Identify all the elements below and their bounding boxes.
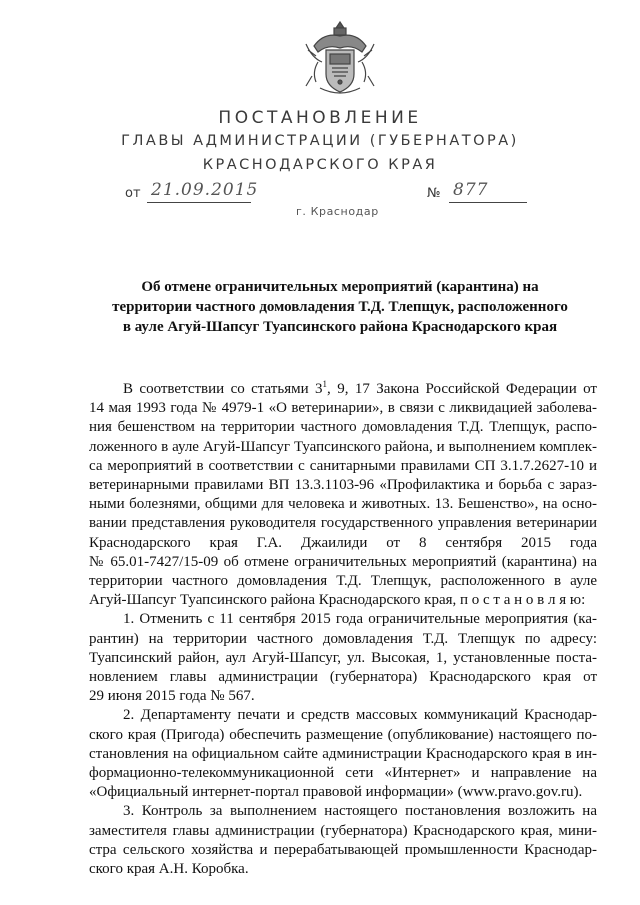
issuer-heading: ГЛАВЫ АДМИНИСТРАЦИИ (ГУБЕРНАТОРА) — [121, 133, 519, 149]
text-line: 2. Департаменту печати и средств массовых коммуникаций Краснодар- — [123, 707, 597, 724]
document-body — [89, 380, 597, 879]
text-line: стра сельского хозяйства и перерабатывающей промышленности Краснодар- — [89, 841, 597, 858]
preamble-paragraph — [89, 380, 597, 610]
title-line: Об отмене ограничительных мероприятий (карантина) на — [141, 279, 539, 295]
title-line: в ауле Агуй-Шапсуг Туапсинского района Краснодарского края — [122, 319, 558, 335]
text-line: № 65.01-7427/15-09 об отмене ограничительных мероприятий (карантина) на — [89, 553, 597, 570]
title-line: территории частного домовладения Т.Д. Тлепщук, расположенного — [112, 299, 568, 315]
text-line: вании представления руководителя государственного управления ветеринарии — [89, 515, 597, 532]
text-line: Краснодарского края Г.А. Джаилиди от 8 сентября 2015 года — [89, 534, 597, 551]
region-heading: КРАСНОДАРСКОГО КРАЯ — [202, 157, 438, 173]
text-line: ветеринарными правилами ВП 13.3.1103-96 «Профилактика и борьба с зараз- — [89, 477, 597, 494]
document-type-heading: ПОСТАНОВЛЕНИЕ — [218, 108, 422, 128]
text-line: В соответствии со статьями $3^1$, 9, 17 Закона Российской Федерации от — [123, 379, 597, 397]
text-line: ложенного в ауле Агуй-Шапсуг Туапсинского района, и выполнением комплек- — [89, 438, 597, 455]
text-line: Туапсинский район, аул Агуй-Шапсуг, ул. Высокая, 1, установленные поста- — [89, 649, 597, 666]
text-line: территории частного домовладения Т.Д. Тлепщук, расположенного в ауле — [89, 573, 597, 590]
text-line: заместителя главы администрации (губернатора) Краснодарского края, мини- — [89, 822, 597, 839]
text-line: новлением главы администрации (губернатора) Краснодарского края от — [89, 669, 597, 686]
text-line: становления на официальном сайте администрации Краснодарского края в ин- — [89, 745, 597, 762]
text-line: 3. Контроль за выполнением настоящего постановления возложить на — [123, 803, 597, 820]
number-label: № — [427, 186, 441, 201]
number-underline — [449, 202, 527, 203]
date-underline — [147, 202, 251, 203]
text-line: рантин) на территории частного домовладения Т.Д. Тлепщук по адресу: — [89, 630, 597, 647]
text-line: 29 июня 2015 года № 567. — [89, 688, 255, 705]
handwritten-date: 21.09.2015 — [151, 180, 259, 200]
text-line: Агуй-Шапсуг Туапсинского района Краснодарского края, п о с т а н о в л я ю: — [89, 592, 586, 609]
clause-3-paragraph — [89, 802, 597, 879]
text-line: ными болезнями, общими для человека и животных. 13. Бешенство», на осно- — [89, 496, 597, 513]
document-title — [80, 277, 600, 337]
text-line: ского края (Пригода) обеспечить размещение (опубликование) настоящего по- — [89, 726, 597, 743]
coat-of-arms-icon — [300, 16, 380, 100]
city-label: г. Краснодар — [296, 205, 379, 218]
text-line: формационно-телекоммуникационной сети «Интернет» и направление на — [89, 765, 597, 782]
text-line: «Официальный интернет-портал правовой информации» (www.pravo.gov.ru). — [89, 784, 583, 801]
text-line: са мероприятий в соответствии с санитарными правилами СП 3.1.7.2627-10 и — [89, 457, 597, 474]
text-line: ния бешенством на территории частного домовладения Т.Д. Тлепщук, распо- — [89, 419, 597, 436]
date-label: от — [125, 186, 141, 201]
clause-1-paragraph — [89, 610, 597, 706]
text-line: 14 мая 1993 года № 4979-1 «О ветеринарии», в связи с ликвидацией заболева- — [89, 400, 597, 417]
text-line: 1. Отменить с 11 сентября 2015 года ограничительные мероприятия (ка- — [123, 611, 597, 628]
handwritten-number: 877 — [453, 180, 489, 200]
text-line: ского края А.Н. Коробка. — [89, 861, 249, 878]
clause-2-paragraph — [89, 706, 597, 802]
